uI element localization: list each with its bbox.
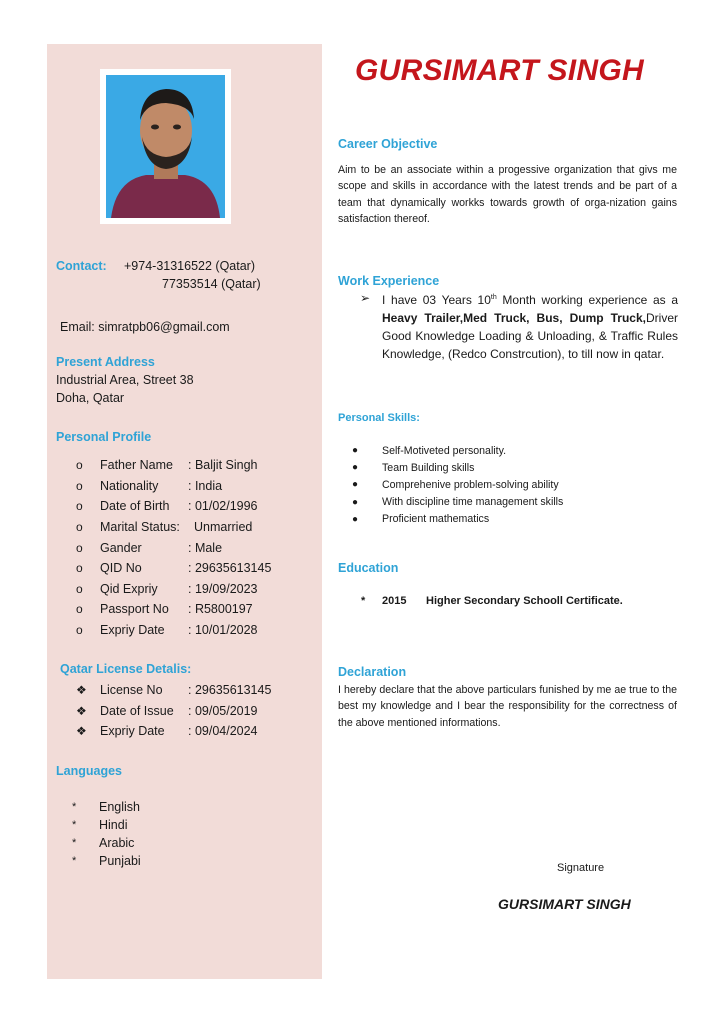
list-item: o Nationality : India — [76, 478, 223, 493]
star-bullet-icon: * — [72, 855, 77, 867]
languages-heading: Languages — [56, 764, 122, 778]
dot-bullet-icon: ● — [352, 479, 359, 491]
license-heading: Qatar License Detalis: — [60, 662, 192, 676]
list-item: * Punjabi — [72, 854, 141, 868]
list-item: o Father Name : Baljit Singh — [76, 458, 258, 473]
career-heading: Career Objective — [338, 137, 438, 151]
star-bullet-icon: * — [72, 819, 77, 831]
diamond-bullet-icon: ❖ — [76, 703, 87, 718]
work-description: I have 03 Years 10th Month working experience as a Heavy Trailer,Med Truck, Bus, Dump Truck,Driver Good Knowledge Loading & Unloading, & Traffic Rules Knowledge, (Redco Constrcution), to till now in qatar. — [382, 293, 678, 361]
work-experience-item — [360, 289, 678, 363]
list-item: * English — [72, 800, 140, 814]
dot-bullet-icon: ● — [352, 513, 359, 525]
list-item: ❖ Date of Issue : 09/05/2019 — [76, 703, 258, 718]
education-heading: Education — [338, 561, 399, 575]
skills-list — [352, 442, 563, 528]
skills-heading: Personal Skills: — [338, 412, 420, 424]
work-heading: Work Experience — [338, 274, 440, 288]
circle-bullet-icon: o — [76, 581, 83, 596]
list-item: o Qid Expriy : 19/09/2023 — [76, 581, 258, 596]
list-item: ● Comprehenive problem-solving ability — [352, 478, 559, 491]
star-bullet-icon: * — [361, 595, 366, 607]
list-item: ● Team Building skills — [352, 461, 475, 474]
career-text: Aim to be an associate within a progessive organization that givs me scope and skills in accordance with the latest trends and be part of a team that dynamically workks towards growth of orga-nization gains satisfaction thereof. — [338, 164, 677, 226]
list-item: * Hindi — [72, 818, 128, 832]
license-details-list — [76, 680, 271, 742]
list-item: ● Self-Motiveted personality. — [352, 444, 507, 457]
list-item: o Expriy Date : 10/01/2028 — [76, 623, 258, 638]
education-title: Higher Secondary Schooll Certificate. — [426, 595, 623, 607]
star-bullet-icon: * — [72, 801, 77, 813]
list-item: o QID No : 29635613145 — [76, 561, 272, 576]
personal-profile-list — [76, 455, 271, 640]
circle-bullet-icon: o — [76, 602, 83, 617]
address-line-1: Industrial Area, Street 38 — [56, 373, 194, 387]
profile-photo — [106, 75, 225, 218]
circle-bullet-icon: o — [76, 499, 83, 514]
list-item: ❖ License No : 29635613145 — [76, 683, 272, 698]
circle-bullet-icon: o — [76, 458, 83, 473]
address-line-2: Doha, Qatar — [56, 391, 125, 405]
languages-list — [72, 798, 141, 870]
contact-email: Email: simratpb06@gmail.com — [60, 320, 230, 334]
page-title: GURSIMART SINGH — [355, 54, 644, 87]
declaration-text: I hereby declare that the above particulars funished by me ae true to the best my knowledge and I bear the responsibility for the correctness of the above mentioned informations. — [338, 684, 677, 729]
diamond-bullet-icon: ❖ — [76, 683, 87, 698]
list-item: ● Proficient mathematics — [352, 513, 490, 526]
circle-bullet-icon: o — [76, 623, 83, 638]
star-bullet-icon: * — [72, 837, 77, 849]
contact-phone-primary: +974-31316522 (Qatar) — [124, 259, 255, 273]
profile-heading: Personal Profile — [56, 430, 152, 444]
circle-bullet-icon: o — [76, 520, 83, 535]
dot-bullet-icon: ● — [352, 462, 359, 474]
dot-bullet-icon: ● — [352, 445, 359, 457]
signature-label: Signature — [557, 862, 605, 874]
list-item: o Gander : Male — [76, 540, 223, 555]
list-item: ● With discipline time management skills — [352, 496, 564, 509]
diamond-bullet-icon: ❖ — [76, 724, 87, 739]
education-year: 2015 — [382, 595, 407, 607]
list-item: * Arabic — [72, 836, 135, 850]
list-item: ❖ Expriy Date : 09/04/2024 — [76, 724, 258, 739]
dot-bullet-icon: ● — [352, 496, 359, 508]
education-item — [361, 595, 623, 607]
contact-phone-secondary: 77353514 (Qatar) — [162, 277, 261, 291]
arrow-bullet-icon: ➢ — [360, 291, 371, 305]
signature-name: GURSIMART SINGH — [498, 896, 631, 912]
list-item: o Passport No : R5800197 — [76, 602, 253, 617]
person-portrait-icon — [106, 75, 225, 218]
list-item: o Date of Birth : 01/02/1996 — [76, 499, 258, 514]
circle-bullet-icon: o — [76, 540, 83, 555]
circle-bullet-icon: o — [76, 478, 83, 493]
declaration-heading: Declaration — [338, 665, 407, 679]
circle-bullet-icon: o — [76, 561, 83, 576]
list-item: o Marital Status: Unmarried — [76, 520, 253, 535]
profile-photo-frame — [100, 69, 231, 224]
address-heading: Present Address — [56, 355, 155, 369]
contact-label: Contact: — [56, 259, 107, 273]
